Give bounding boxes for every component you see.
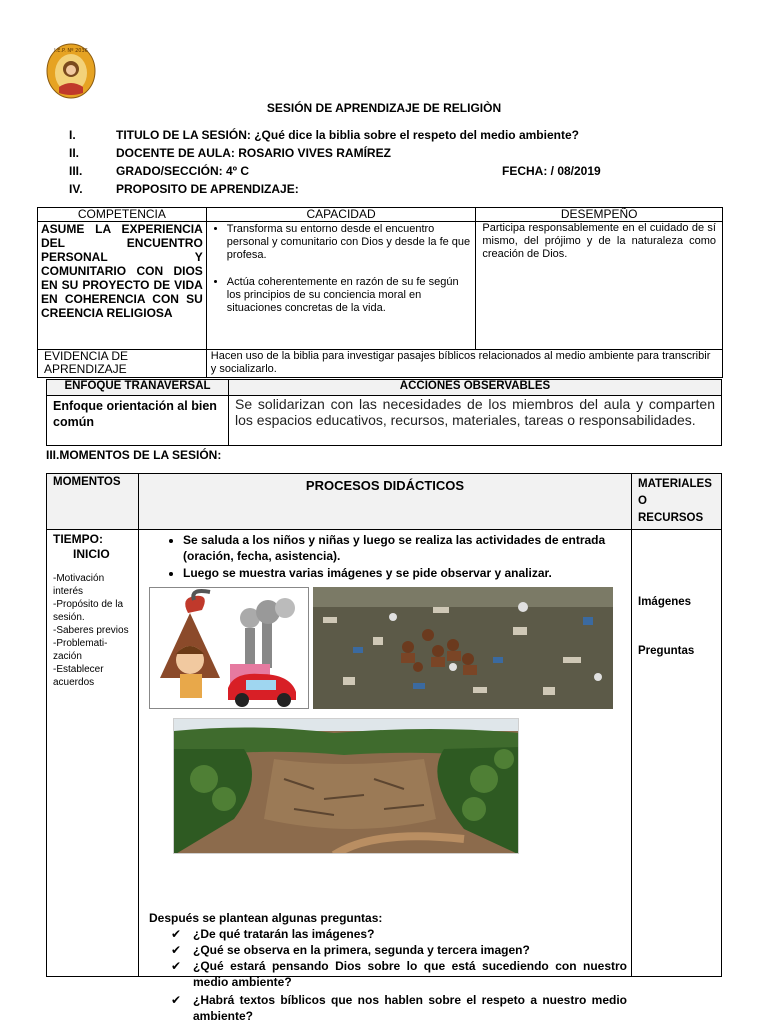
subitem: -Motivación interés	[53, 573, 105, 597]
check-icon: ✔	[171, 943, 182, 957]
procesos-cell	[139, 530, 632, 1023]
col-header-acciones: ACCIONES OBSERVABLES	[229, 380, 722, 396]
header-label: PROPOSITO DE APRENDIZAJE:	[116, 182, 299, 196]
question-item	[149, 942, 627, 958]
capacidad-list	[211, 223, 472, 315]
questions-list	[149, 926, 627, 1024]
material-item: Preguntas	[638, 645, 695, 657]
check-icon: ✔	[171, 959, 182, 973]
check-icon: ✔	[171, 927, 182, 941]
materiales-cell	[632, 530, 722, 977]
capacidad-item: • Actúa coherentemente en razón de su fe según los principios de su conciencia moral en situaciones concretas de la vida.	[227, 276, 472, 315]
header-date: FECHA: / 08/2019	[502, 164, 601, 178]
col-header-momentos: MOMENTOS	[47, 474, 139, 530]
acciones-cell: Se solidarizan con las necesidades de los miembros del aula y comparten los espacios educativos, recursos, materiales, tareas o responsabilidades.	[229, 396, 722, 446]
subitems-list	[53, 572, 132, 689]
momentos-cell	[47, 530, 139, 977]
question-item	[149, 992, 627, 1024]
material-item: Imágenes	[638, 596, 692, 608]
question-text: ¿Qué se observa en la primera, segunda y tercera imagen?	[193, 943, 530, 957]
deforestation-image	[173, 718, 519, 854]
col-header-procesos: PROCESOS DIDÁCTICOS	[139, 474, 632, 530]
header-num: IV.	[69, 182, 83, 196]
proceso-item: • Se saluda a los niños y niñas y luego se realiza las actividades de entrada (oración, fecha, asistencia).	[183, 532, 623, 564]
col-header-desempeno: DESEMPEÑO	[476, 208, 723, 222]
question-item	[149, 926, 627, 942]
subitem: -Saberes previos	[53, 625, 129, 636]
header-item-purpose	[69, 182, 749, 196]
question-text: ¿Qué estará pensando Dios sobre lo que está sucediendo con nuestro medio ambiente?	[193, 959, 627, 989]
check-icon: ✔	[171, 993, 182, 1007]
subitem: -Establecer acuerdos	[53, 664, 104, 688]
momentos-table	[46, 473, 722, 1023]
question-item	[149, 958, 627, 990]
inicio-label: INICIO	[73, 547, 110, 561]
question-text: ¿De qué tratarán las imágenes?	[193, 927, 375, 941]
purpose-table	[37, 207, 723, 378]
question-text: ¿Habrá textos bíblicos que nos hablen sobre el respeto a nuestro medio ambiente?	[193, 993, 627, 1023]
enfoque-cell: Enfoque orientación al bien común	[47, 396, 229, 446]
header-label: TITULO DE LA SESIÓN: ¿Qué dice la biblia sobre el respeto del medio ambiente?	[116, 128, 579, 142]
header-label: DOCENTE DE AULA: ROSARIO VIVES RAMÍREZ	[116, 146, 391, 160]
questions-intro: Después se plantean algunas preguntas:	[149, 911, 383, 925]
enfoque-table	[46, 379, 722, 446]
polluted-river-image	[313, 587, 613, 709]
momentos-heading: III.MOMENTOS DE LA SESIÓN:	[46, 448, 222, 462]
subitem: -Problemati-zación	[53, 638, 108, 662]
desempeno-cell: Participa responsablemente en el cuidado de sí mismo, del prójimo y de la naturaleza como creación de Dios.	[476, 222, 723, 350]
capacidad-cell	[206, 222, 476, 350]
header-item-grade	[69, 164, 749, 178]
evidencia-label: EVIDENCIA DE APRENDIZAJE	[38, 350, 207, 378]
document-title: SESIÓN DE APRENDIZAJE DE RELIGIÒN	[266, 101, 502, 115]
capacidad-item: • Transforma su entorno desde el encuentro personal y comunitario con Dios y desde la fe que profesa.	[227, 223, 472, 262]
school-logo	[46, 43, 96, 99]
header-num: III.	[69, 164, 83, 178]
logo-text: I.E.P. Nº 2036	[54, 48, 88, 54]
header-item-title	[69, 128, 749, 142]
col-header-enfoque: ENFOQUE TRANAVERSAL	[47, 380, 229, 396]
col-header-materiales: MATERIALES O RECURSOS	[632, 474, 722, 530]
pollution-cartoon-image	[149, 587, 309, 709]
header-num: II.	[69, 146, 80, 160]
col-header-capacidad: CAPACIDAD	[206, 208, 476, 222]
header-label: GRADO/SECCIÓN: 4º C	[116, 164, 250, 178]
header-num: I.	[69, 128, 76, 142]
proceso-item: • Luego se muestra varias imágenes y se pide observar y analizar.	[183, 565, 623, 581]
evidencia-cell: Hacen uso de la biblia para investigar pasajes bíblicos relacionados al medio ambiente para transcribir y socializarlo.	[206, 350, 722, 378]
procesos-bullets	[183, 532, 623, 581]
tiempo-label: TIEMPO:	[53, 532, 103, 546]
competencia-cell: ASUME LA EXPERIENCIA DEL ENCUENTRO PERSONAL Y COMUNITARIO CON DIOS EN SU PROYECTO DE VIDA EN COHERENCIA CON SU CREENCIA RELIGIOSA	[38, 222, 207, 350]
header-item-teacher	[69, 146, 749, 160]
subitem: -Propósito de la sesión.	[53, 599, 124, 623]
col-header-competencia: COMPETENCIA	[38, 208, 207, 222]
